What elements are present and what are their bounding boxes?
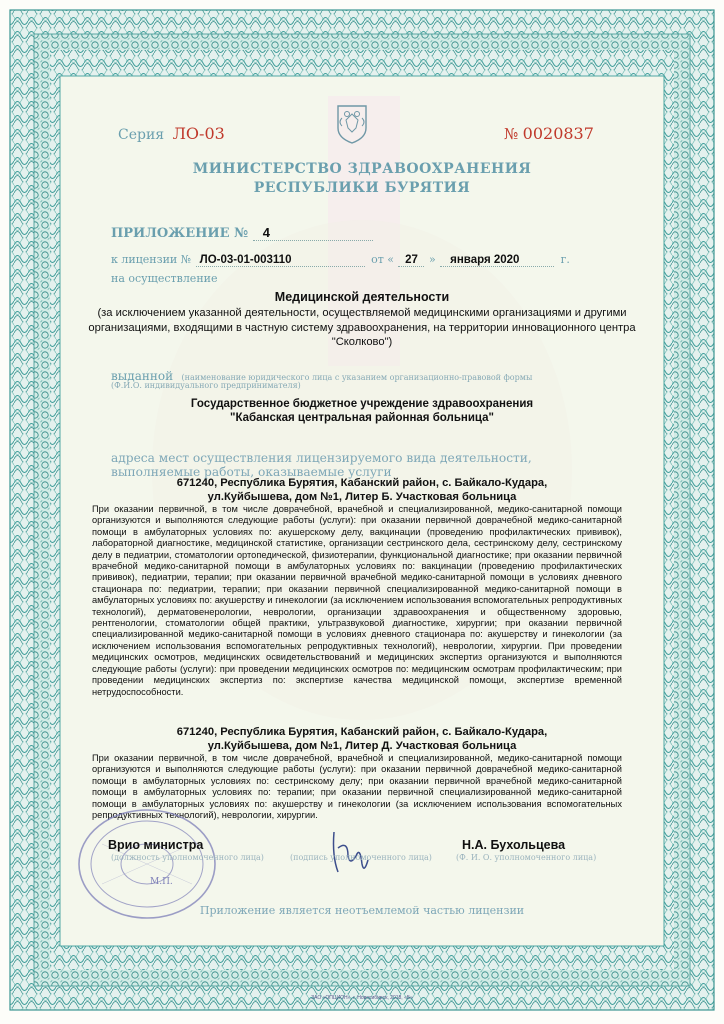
signature-note-name: (Ф. И. О. уполномоченного лица): [456, 853, 597, 862]
ministry-title: [160, 160, 564, 198]
license-month-year: января 2020: [440, 254, 554, 267]
day-close: »: [428, 253, 436, 266]
issued-note-2: (Ф.И.О. индивидуального предпринимателя): [111, 381, 301, 390]
address-2-title: [100, 725, 624, 753]
signature-note-signature: (подпись уполномоченного лица): [290, 853, 432, 862]
address-2-services: При оказании первичной, в том числе доврачебной, врачебной и специализированной, медико-санитарной помощи организуются и выполняются следующие работы (услуги): при оказании первичной доврачебной медико-санитарной помощи в амбулаторных условиях по: сестринскому делу; при оказании первичной врачебной медико-санитарной помощи в амбулаторных условиях по: терапии; при оказании первичной специализированной медико-санитарной помощи в амбулаторных условиях по: акушерству и гинекологии (за исключением использования вспомогательных репродуктивных технологий), неврологии, хирургии.: [92, 753, 622, 821]
addresses-heading-line-1: адреса мест осуществления лицензируемого вида деятельности,: [111, 451, 532, 465]
appendix-row: [111, 224, 441, 242]
year-suffix: г.: [560, 253, 570, 266]
issued-label: выданной: [111, 369, 174, 383]
addresses-heading-line-2: выполняемые работы, оказываемые услуги: [111, 465, 392, 479]
signature-mark: [326, 826, 372, 878]
address-1-line-1: 671240, Республика Бурятия, Кабанский район, с. Байкало-Кудара,: [176, 477, 548, 489]
series-row: [118, 124, 225, 144]
series-label: Серия: [118, 127, 165, 143]
printer-imprint: ЗАО «ОПЦИОН», г. Новосибирск, 2018, «Б»: [311, 995, 413, 1001]
activity-description: (за исключением указанной деятельности, осуществляемой медицинскими организациями и другими организациями, входящими в частную систему здравоохранения, на территории инновационного центра "Сколково"): [88, 307, 636, 348]
issued-note-1: (наименование юридического лица с указанием организационно-правовой формы: [181, 373, 533, 382]
footer-note: Приложение является неотъемлемой частью лицензии: [199, 904, 525, 917]
addresses-heading: [111, 451, 571, 479]
license-number: ЛО-03-01-003110: [196, 254, 365, 267]
signatory-name: Н.А. Бухольцева: [462, 838, 566, 852]
organization-line-2: "Кабанская центральная районная больница": [230, 412, 494, 424]
signature-note-position: (должность уполномоченного лица): [111, 853, 264, 862]
ministry-line-2: РЕСПУБЛИКИ БУРЯТИЯ: [253, 180, 471, 196]
address-2-line-1: 671240, Республика Бурятия, Кабанский район, с. Байкало-Кудара,: [176, 726, 548, 738]
license-label: к лицензии №: [111, 253, 192, 266]
appendix-label: ПРИЛОЖЕНИЕ №: [111, 226, 249, 241]
for-label: на осуществление: [111, 272, 218, 285]
license-row: [111, 250, 611, 268]
license-day: 27: [398, 254, 424, 267]
address-2-line-2: ул.Куйбышева, дом №1, Литер Д. Участковая больница: [207, 740, 517, 752]
ministry-line-1: МИНИСТЕРСТВО ЗДРАВООХРАНЕНИЯ: [192, 161, 532, 177]
number-label: №: [504, 125, 519, 143]
appendix-number: 4: [253, 225, 373, 241]
address-1-line-2: ул.Куйбышева, дом №1, Литер Б. Участковая больница: [207, 491, 517, 503]
series-value: ЛО-03: [172, 124, 225, 143]
coat-of-arms-icon: [334, 104, 370, 144]
activity-title: Медицинской деятельности: [274, 290, 450, 304]
from-label: от «: [371, 253, 395, 266]
number-value: 0020837: [522, 124, 594, 143]
organization-name: [120, 397, 604, 425]
signatory-position: Врио министра: [108, 838, 204, 852]
stamp-mark-label: М.П.: [150, 877, 173, 887]
number-row: [504, 124, 594, 144]
address-1-services: При оказании первичной, в том числе доврачебной, врачебной и специализированной, медико-санитарной помощи организуются и выполняются следующие работы (услуги): при оказании первичной доврачебной медико-санитарной помощи в амбулаторных условиях по: акушерскому делу, вакцинации (проведению профилактических прививок), лабораторной диагностике, медицинской статистике, организации сестринского дела, сестринскому делу, сестринскому делу в педиатрии, стоматологии ортопедической, физиотерапии, функциональной диагностике; при оказании первичной врачебной медико-санитарной помощи в амбулаторных условиях по: вакцинации (проведению профилактических прививок), педиатрии, терапии; при оказании первичной врачебной медико-санитарной помощи в условиях дневного стационара по: педиатрии, терапии; при оказании первичной специализированной медико-санитарной помощи в амбулаторных условиях по: акушерству и гинекологии (за исключением использования вспомогательных репродуктивных технологий), дерматовенерологии, неврологии, организации здравоохранения и общественному здоровью, рентгенологии, стоматологии общей практики, ультразвуковой диагностике, хирургии; при оказании первичной специализированной медико-санитарной помощи в условиях дневного стационара по: акушерству и гинекологии (за исключением использования вспомогательных репродуктивных технологий), неврологии, хирургии. При проведении медицинских осмотров, медицинских освидетельствований и медицинских экспертиз организуются и выполняются следующие работы (услуги): при проведении медицинских осмотров по: медицинским осмотрам профилактическим; при проведении медицинских экспертиз по: экспертизе качества медицинской помощи, экспертизе временной нетрудоспособности.: [92, 504, 622, 697]
organization-line-1: Государственное бюджетное учреждение здравоохранения: [190, 398, 534, 410]
address-1-title: [100, 476, 624, 504]
